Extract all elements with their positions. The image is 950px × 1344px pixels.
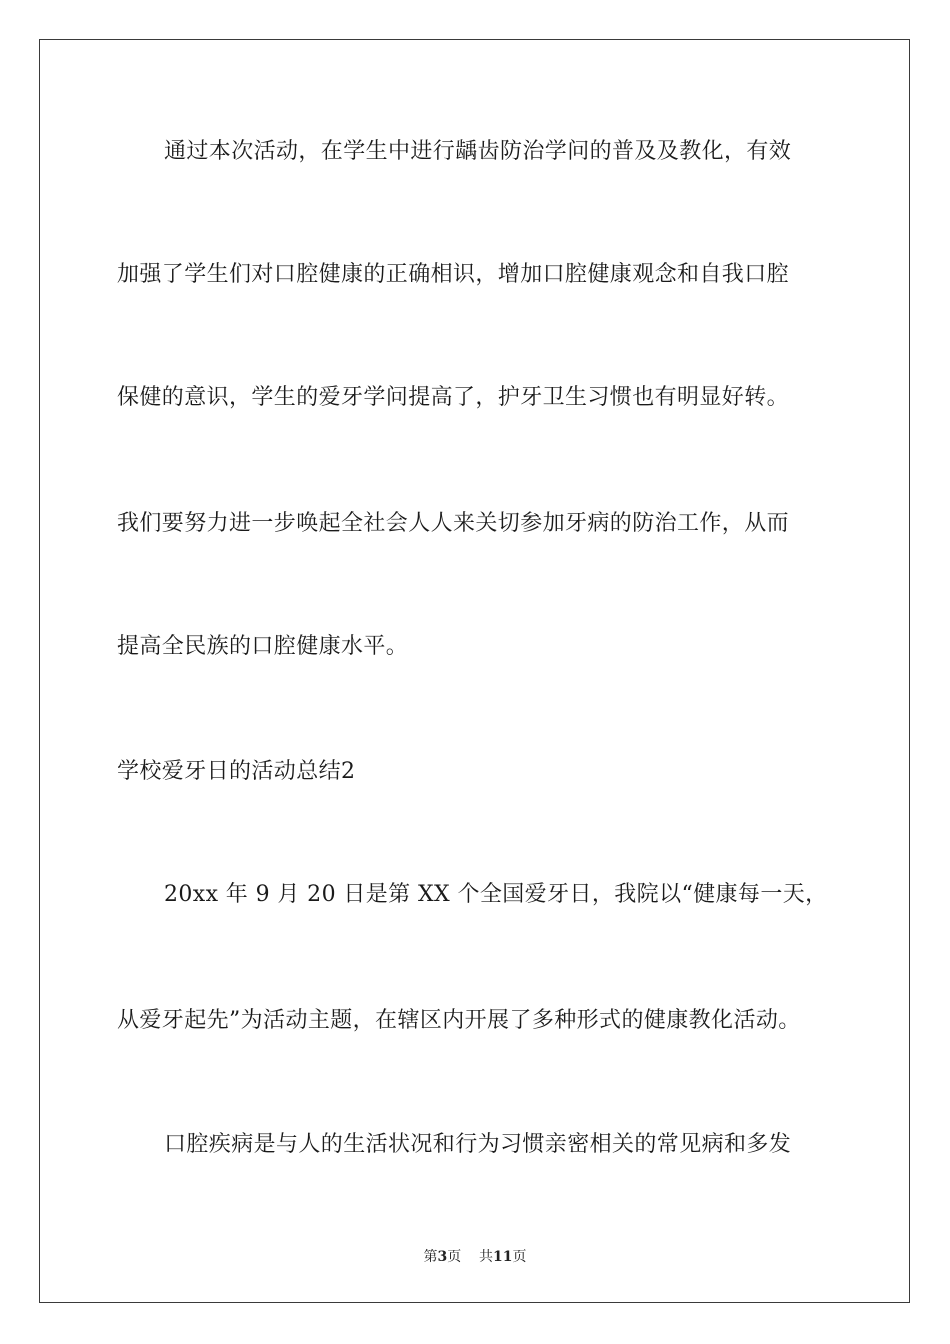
page-footer — [0, 1247, 950, 1267]
section-heading: 学校爱牙日的活动总结2 — [117, 759, 356, 784]
page-suffix: 页 — [447, 1249, 462, 1265]
body-text-line: 通过本次活动，在学生中进行龋齿防治学问的普及及教化，有效 — [164, 139, 792, 164]
body-text-line: 20xx 年 9 月 20 日是第 XX 个全国爱牙日，我院以“健康每一天， — [164, 882, 828, 907]
page-number: 3 — [437, 1249, 448, 1265]
body-text-line: 从爱牙起先”为活动主题，在辖区内开展了多种形式的健康教化活动。 — [117, 1008, 801, 1033]
total-suffix: 页 — [512, 1249, 527, 1265]
body-text-line: 口腔疾病是与人的生活状况和行为习惯亲密相关的常见病和多发 — [164, 1132, 792, 1157]
body-text-line: 加强了学生们对口腔健康的正确相识，增加口腔健康观念和自我口腔 — [117, 262, 790, 287]
total-prefix: 共 — [479, 1249, 494, 1265]
body-text-line: 保健的意识，学生的爱牙学问提高了，护牙卫生习惯也有明显好转。 — [117, 385, 790, 410]
body-text-line: 提高全民族的口腔健康水平。 — [117, 634, 409, 659]
page-border — [39, 39, 910, 1303]
body-text-line: 我们要努力进一步唤起全社会人人来关切参加牙病的防治工作，从而 — [117, 511, 790, 536]
total-pages: 11 — [493, 1249, 513, 1265]
page-prefix: 第 — [423, 1249, 438, 1265]
